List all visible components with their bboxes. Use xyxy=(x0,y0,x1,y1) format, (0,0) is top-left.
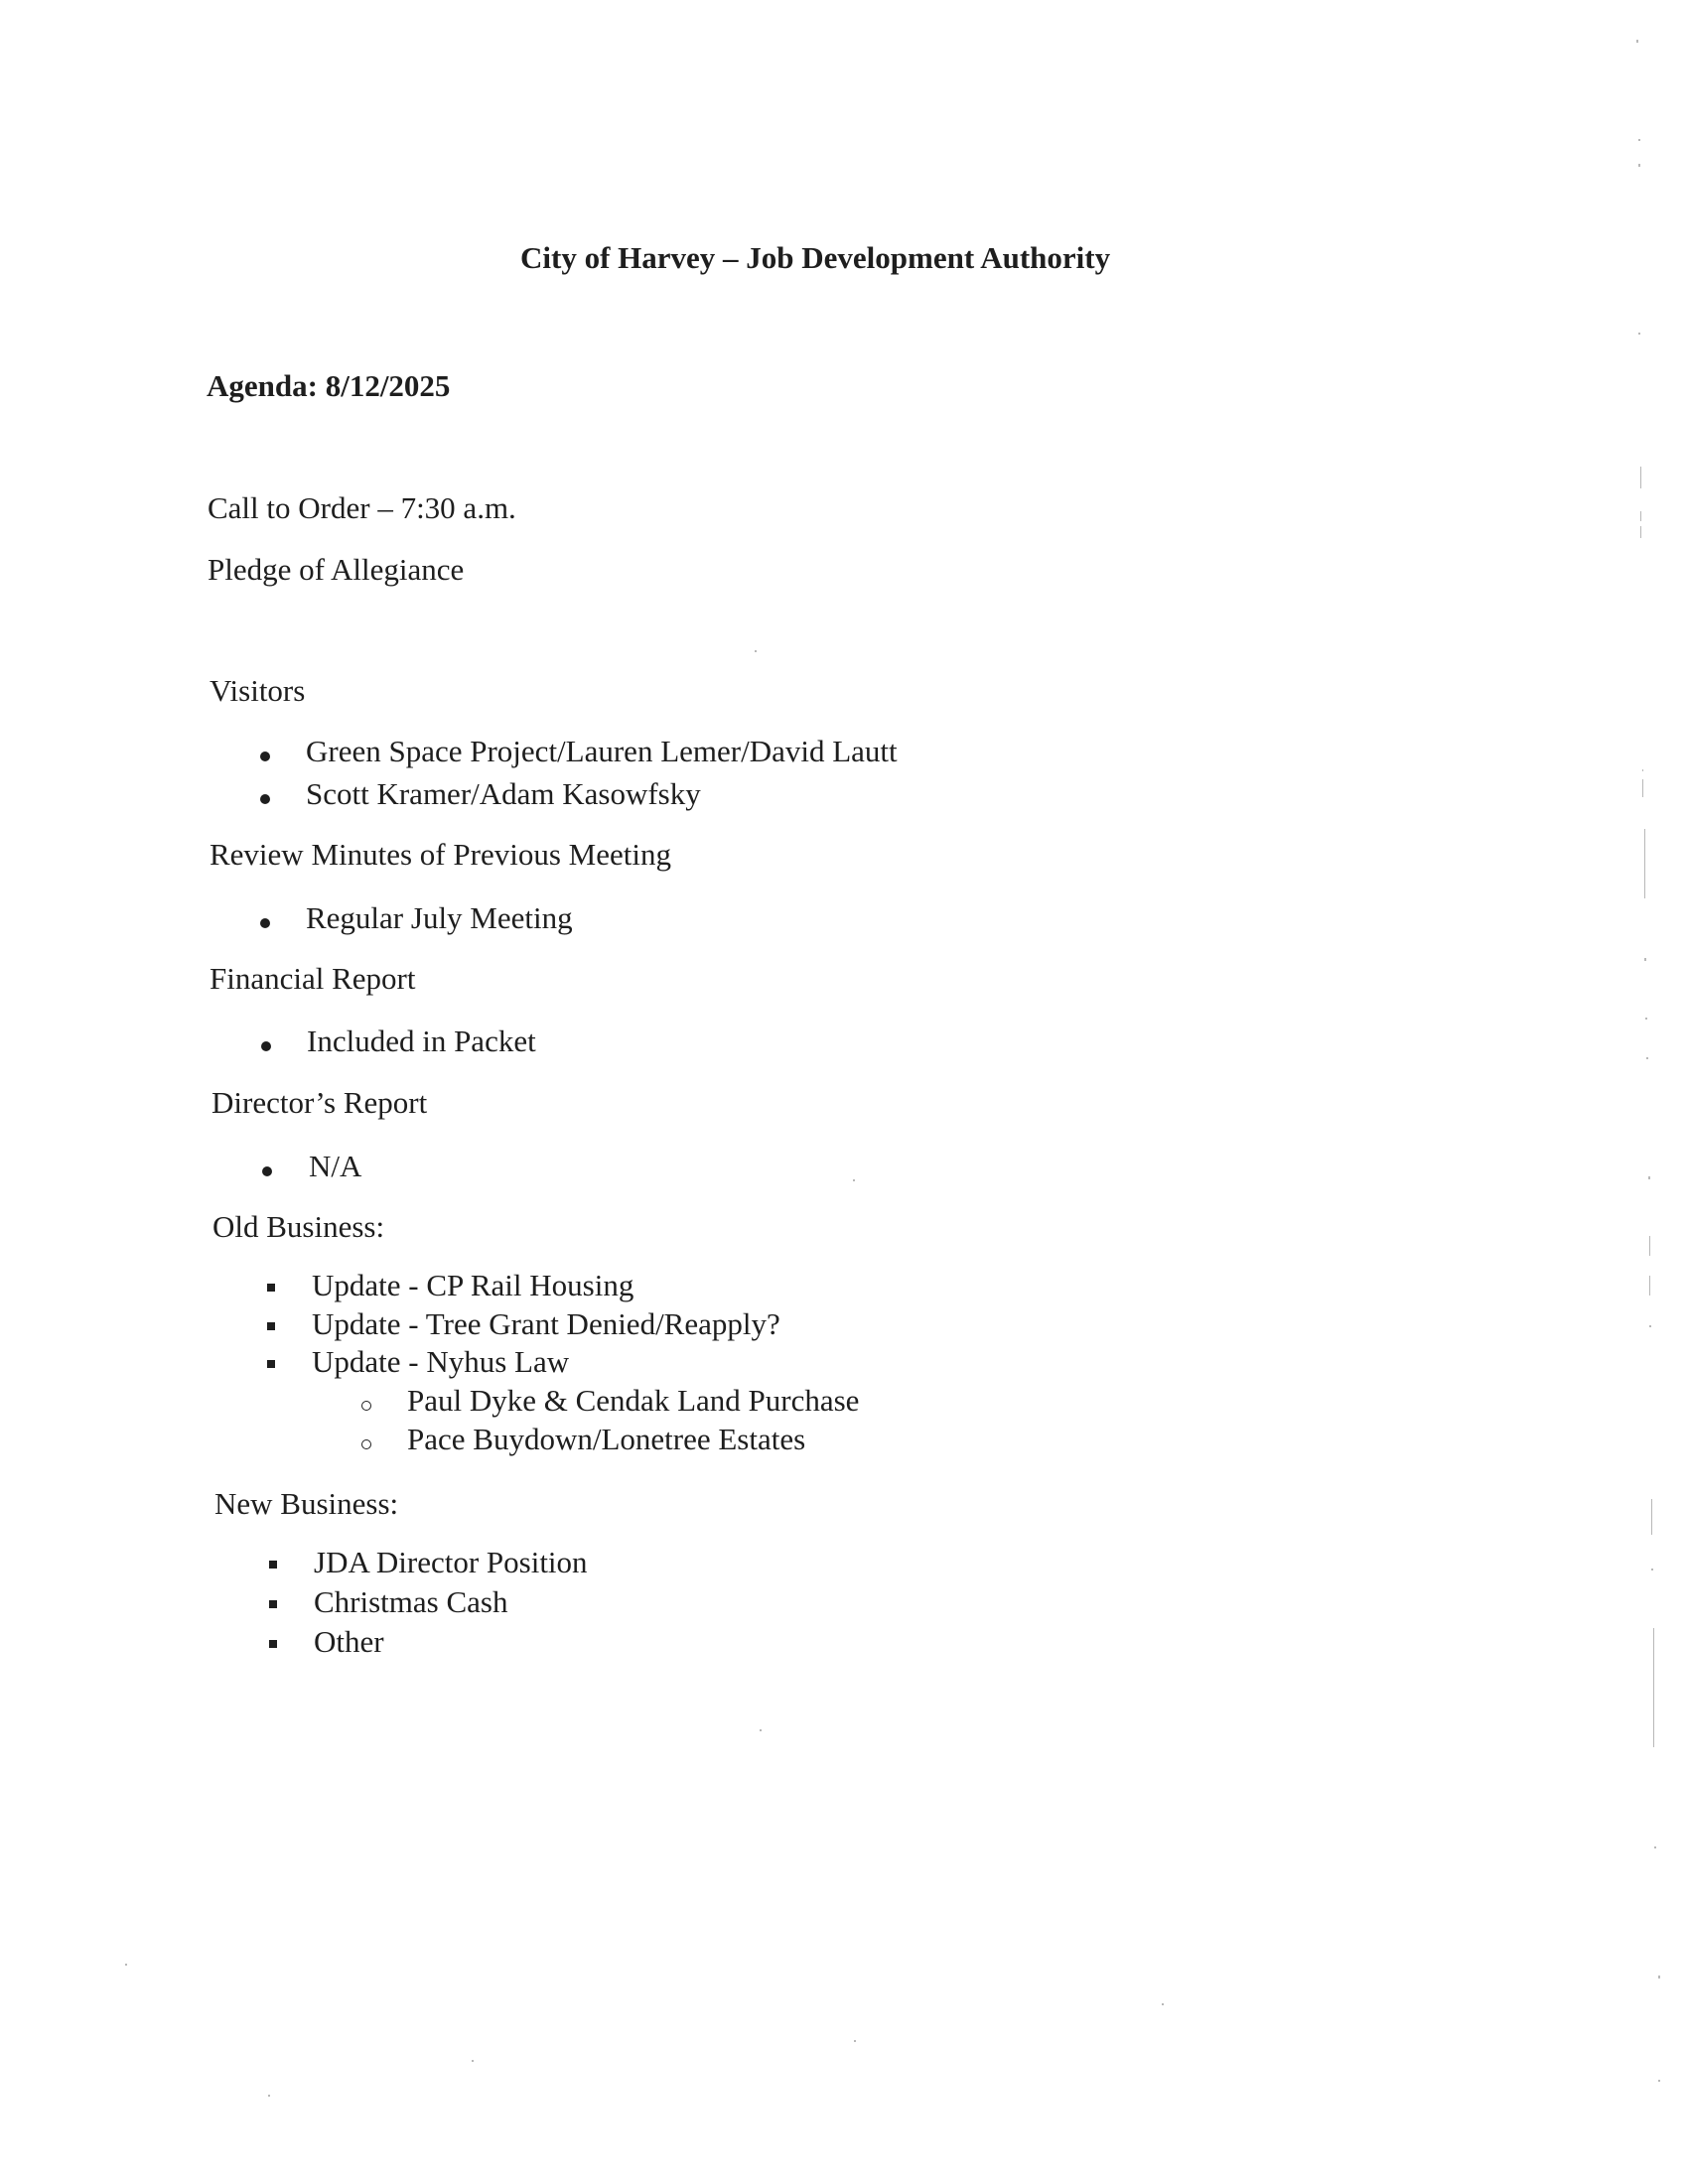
section-heading-old-business: Old Business: xyxy=(212,1209,385,1244)
list-item: Update - Nyhus Law xyxy=(312,1344,570,1379)
call-to-order: Call to Order – 7:30 a.m. xyxy=(208,490,516,525)
document-title: City of Harvey – Job Development Authority xyxy=(520,240,1111,275)
list-item: Regular July Meeting xyxy=(306,900,573,935)
section-heading-review-minutes: Review Minutes of Previous Meeting xyxy=(210,837,671,872)
list-item: Green Space Project/Lauren Lemer/David Lautt xyxy=(306,734,898,768)
list-item: Update - CP Rail Housing xyxy=(312,1268,634,1302)
sub-list-item: Pace Buydown/Lonetree Estates xyxy=(407,1422,806,1456)
section-heading-directors-report: Director’s Report xyxy=(211,1085,428,1120)
list-item: N/A xyxy=(309,1149,362,1183)
list-item: Christmas Cash xyxy=(314,1584,508,1619)
sub-list-item: Paul Dyke & Cendak Land Purchase xyxy=(407,1383,860,1418)
list-item: Update - Tree Grant Denied/Reapply? xyxy=(312,1306,780,1341)
section-heading-visitors: Visitors xyxy=(210,673,306,708)
list-item: Other xyxy=(314,1624,384,1659)
list-item: Scott Kramer/Adam Kasowfsky xyxy=(306,776,701,811)
pledge-of-allegiance: Pledge of Allegiance xyxy=(208,552,465,587)
section-heading-financial-report: Financial Report xyxy=(210,961,416,996)
list-item: Included in Packet xyxy=(307,1024,536,1058)
section-heading-new-business: New Business: xyxy=(214,1486,399,1521)
agenda-date: Agenda: 8/12/2025 xyxy=(207,368,451,403)
list-item: JDA Director Position xyxy=(314,1545,588,1579)
